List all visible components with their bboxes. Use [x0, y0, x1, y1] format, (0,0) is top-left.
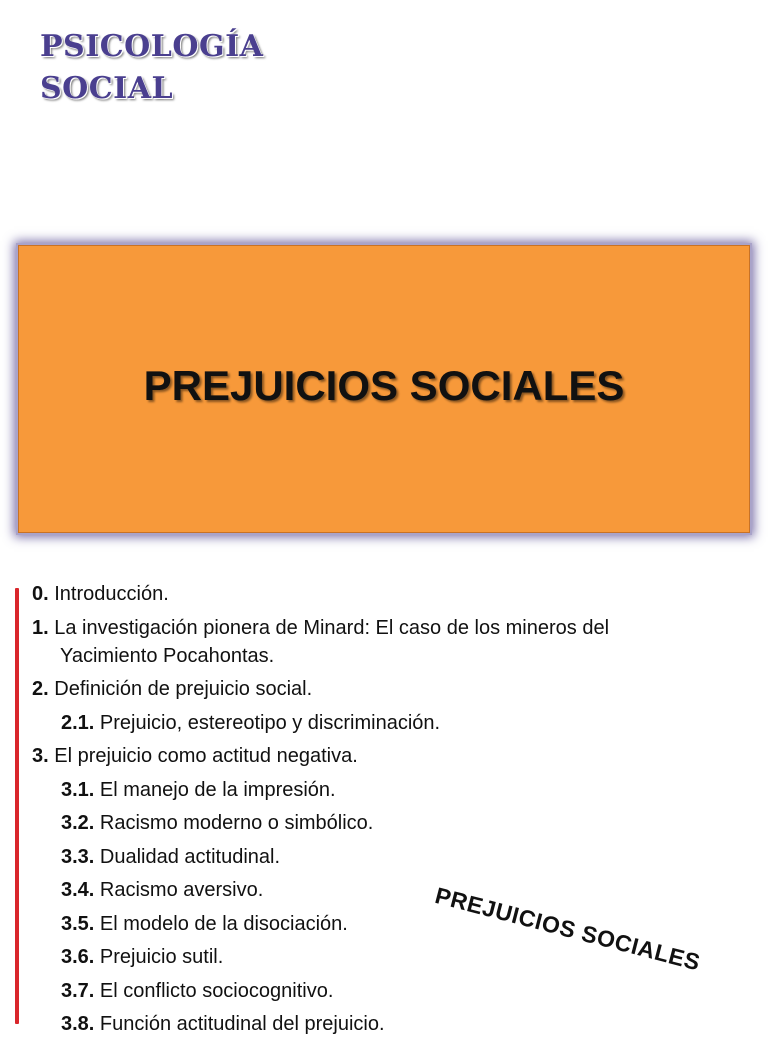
- document-title-line-2: SOCIAL: [40, 71, 174, 106]
- toc-item-text: Racismo aversivo.: [99, 879, 264, 901]
- title-banner: [18, 245, 750, 533]
- rotated-label: PREJUICIOS SOCIALES: [432, 882, 704, 976]
- toc-item-number: 0.: [32, 583, 49, 605]
- toc-item: [32, 614, 732, 670]
- toc-subitem: [32, 776, 732, 804]
- toc-item-text: El modelo de la disociación.: [99, 912, 348, 935]
- toc-subitem: [32, 843, 732, 871]
- toc-item-text-continuation: Yacimiento Pocahontas.: [60, 644, 275, 667]
- document-title-line-1: PSICOLOGÍA: [40, 29, 264, 64]
- toc-subitem: [32, 709, 732, 737]
- toc-item-text: Definición de prejuicio social.: [54, 678, 313, 700]
- toc-item-number: 3.5.: [61, 912, 95, 935]
- toc-item-text: Introducción.: [54, 583, 169, 605]
- toc-item-text: Función actitudinal del prejuicio.: [99, 1013, 385, 1035]
- toc-item-number: 3.: [32, 745, 49, 767]
- toc-item-text: Racismo moderno o simbólico.: [99, 812, 374, 834]
- toc-item-number: 2.1.: [61, 711, 95, 734]
- toc-item-text: El manejo de la impresión.: [99, 778, 336, 801]
- toc-item-text: Dualidad actitudinal.: [99, 845, 281, 868]
- toc-subitem: [32, 977, 732, 1005]
- toc-item-number: 3.6.: [61, 946, 95, 968]
- toc-subitem: [32, 876, 732, 904]
- toc-item-number: 3.1.: [61, 778, 95, 801]
- toc-item-number: 3.8.: [61, 1013, 95, 1035]
- toc-subitem: [32, 809, 732, 837]
- document-title: [40, 26, 263, 110]
- toc-item-text: El prejuicio como actitud negativa.: [54, 745, 358, 767]
- toc-item-text: Prejuicio sutil.: [99, 946, 224, 968]
- toc-item-number: 1.: [32, 616, 49, 639]
- toc-item: [32, 675, 732, 703]
- toc-item: [32, 580, 732, 608]
- table-of-contents: [32, 580, 732, 1044]
- toc-item-number: 3.7.: [61, 979, 95, 1002]
- toc-item-number: 3.4.: [61, 879, 95, 901]
- toc-subitem: [32, 1010, 732, 1038]
- banner-title: PREJUICIOS SOCIALES: [143, 362, 625, 409]
- toc-item-number: 3.3.: [61, 845, 95, 868]
- toc-item-number: 3.2.: [61, 812, 95, 834]
- toc-item-number: 2.: [32, 678, 49, 700]
- toc-item-text: El conflicto sociocognitivo.: [99, 979, 334, 1002]
- toc-accent-bar: [15, 588, 19, 1024]
- toc-item-text: La investigación pionera de Minard: El caso de los mineros del: [54, 616, 610, 639]
- toc-item-text: Prejuicio, estereotipo y discriminación.: [99, 711, 441, 734]
- toc-item: [32, 742, 732, 770]
